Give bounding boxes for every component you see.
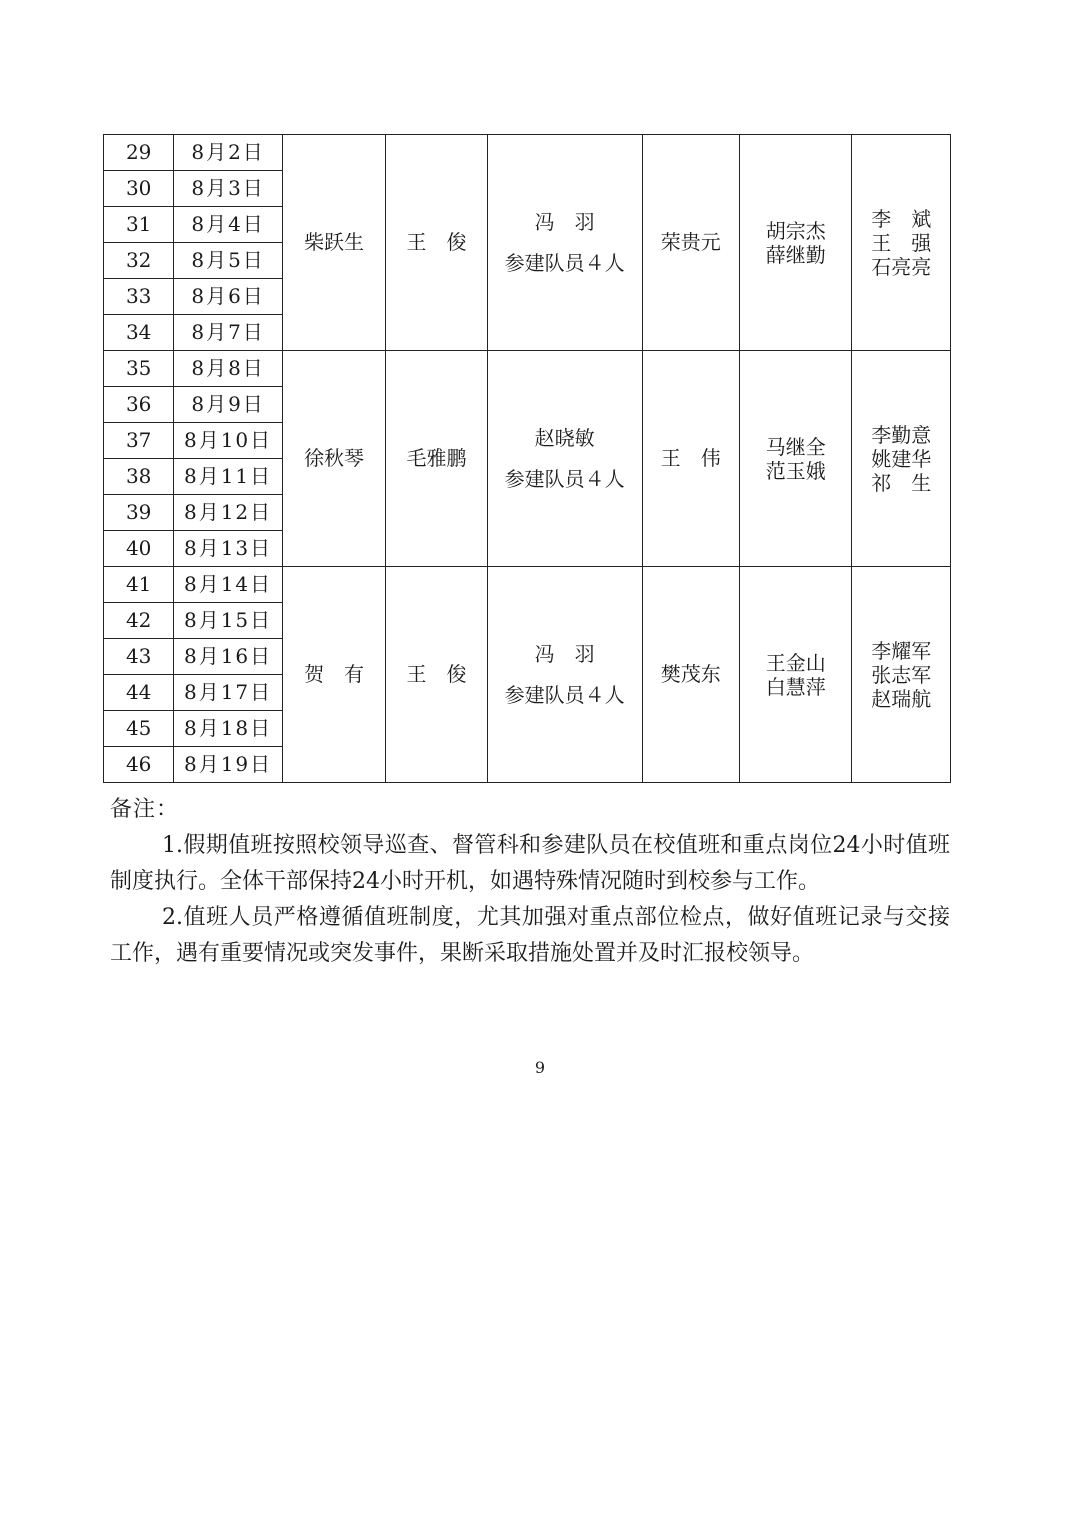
row-number: 41	[104, 567, 174, 603]
post-duty-cell	[739, 351, 852, 567]
row-date: 8月2日	[174, 135, 283, 171]
leader-cell: 贺 有	[282, 567, 385, 783]
guard-name: 李 斌	[871, 206, 932, 231]
row-date: 8月10日	[174, 423, 283, 459]
table-row	[104, 351, 951, 387]
staff-cell: 樊茂东	[642, 567, 739, 783]
leader-cell: 徐秋琴	[282, 351, 385, 567]
staff-cell: 王 伟	[642, 351, 739, 567]
guard-name: 石亮亮	[871, 254, 932, 279]
team-head: 冯 羽	[534, 641, 595, 666]
supervisor-cell: 王 俊	[386, 567, 487, 783]
row-date: 8月13日	[174, 531, 283, 567]
note-item: 2.值班人员严格遵循值班制度，尤其加强对重点部位检点，做好值班记录与交接工作，遇有重要情况或突发事件，果断采取措施处置并及时汇报校领导。	[110, 905, 950, 966]
table-row	[104, 135, 951, 171]
row-number: 35	[104, 351, 174, 387]
row-number: 37	[104, 423, 174, 459]
row-date: 8月16日	[174, 639, 283, 675]
row-number: 43	[104, 639, 174, 675]
guard-name: 李耀军	[871, 638, 932, 663]
row-date: 8月12日	[174, 495, 283, 531]
leader-cell: 柴跃生	[282, 135, 385, 351]
guard-name: 李勤意	[871, 422, 932, 447]
table-row	[104, 567, 951, 603]
post-duty-name: 胡宗杰	[765, 218, 826, 243]
note-item: 1.假期值班按照校领导巡查、督管科和参建队员在校值班和重点岗位24小时值班制度执行。全体干部保持24小时开机，如遇特殊情况随时到校参与工作。	[110, 833, 950, 894]
row-number: 36	[104, 387, 174, 423]
row-number: 42	[104, 603, 174, 639]
row-date: 8月11日	[174, 459, 283, 495]
team-cell	[487, 567, 642, 783]
guard-name: 祁 生	[871, 470, 932, 495]
row-number: 31	[104, 207, 174, 243]
row-number: 40	[104, 531, 174, 567]
row-date: 8月4日	[174, 207, 283, 243]
row-number: 32	[104, 243, 174, 279]
supervisor-cell: 王 俊	[386, 135, 487, 351]
row-number: 39	[104, 495, 174, 531]
row-date: 8月6日	[174, 279, 283, 315]
row-date: 8月14日	[174, 567, 283, 603]
row-number: 30	[104, 171, 174, 207]
guards-cell	[852, 351, 951, 567]
team-cell	[487, 135, 642, 351]
post-duty-name: 白慧萍	[765, 674, 826, 699]
post-duty-name: 马继全	[765, 434, 826, 459]
post-duty-name: 王金山	[765, 650, 826, 675]
guards-cell	[852, 567, 951, 783]
guard-name: 姚建华	[871, 446, 932, 471]
row-date: 8月9日	[174, 387, 283, 423]
staff-cell: 荣贵元	[642, 135, 739, 351]
row-date: 8月5日	[174, 243, 283, 279]
page-number: 9	[534, 1058, 546, 1077]
row-date: 8月3日	[174, 171, 283, 207]
guard-name: 赵瑞航	[871, 686, 932, 711]
row-date: 8月19日	[174, 747, 283, 783]
row-date: 8月15日	[174, 603, 283, 639]
post-duty-name: 薛继勤	[765, 242, 826, 267]
row-date: 8月18日	[174, 711, 283, 747]
team-head: 赵晓敏	[534, 425, 595, 450]
row-number: 46	[104, 747, 174, 783]
row-date: 8月17日	[174, 675, 283, 711]
guards-cell	[852, 135, 951, 351]
team-head: 冯 羽	[534, 209, 595, 234]
post-duty-cell	[739, 567, 852, 783]
team-members: 参建队员４人	[504, 682, 625, 707]
row-date: 8月7日	[174, 315, 283, 351]
team-members: 参建队员４人	[504, 250, 625, 275]
row-number: 34	[104, 315, 174, 351]
notes-heading: 备注：	[110, 797, 180, 822]
post-duty-cell	[739, 135, 852, 351]
team-members: 参建队员４人	[504, 466, 625, 491]
duty-schedule-table	[103, 134, 951, 783]
row-number: 45	[104, 711, 174, 747]
team-cell	[487, 351, 642, 567]
row-number: 33	[104, 279, 174, 315]
notes-section	[110, 792, 950, 972]
post-duty-name: 范玉娥	[765, 458, 826, 483]
guard-name: 王 强	[871, 230, 932, 255]
guard-name: 张志军	[871, 662, 932, 687]
row-number: 44	[104, 675, 174, 711]
supervisor-cell: 毛雅鹏	[386, 351, 487, 567]
row-number: 38	[104, 459, 174, 495]
row-date: 8月8日	[174, 351, 283, 387]
row-number: 29	[104, 135, 174, 171]
